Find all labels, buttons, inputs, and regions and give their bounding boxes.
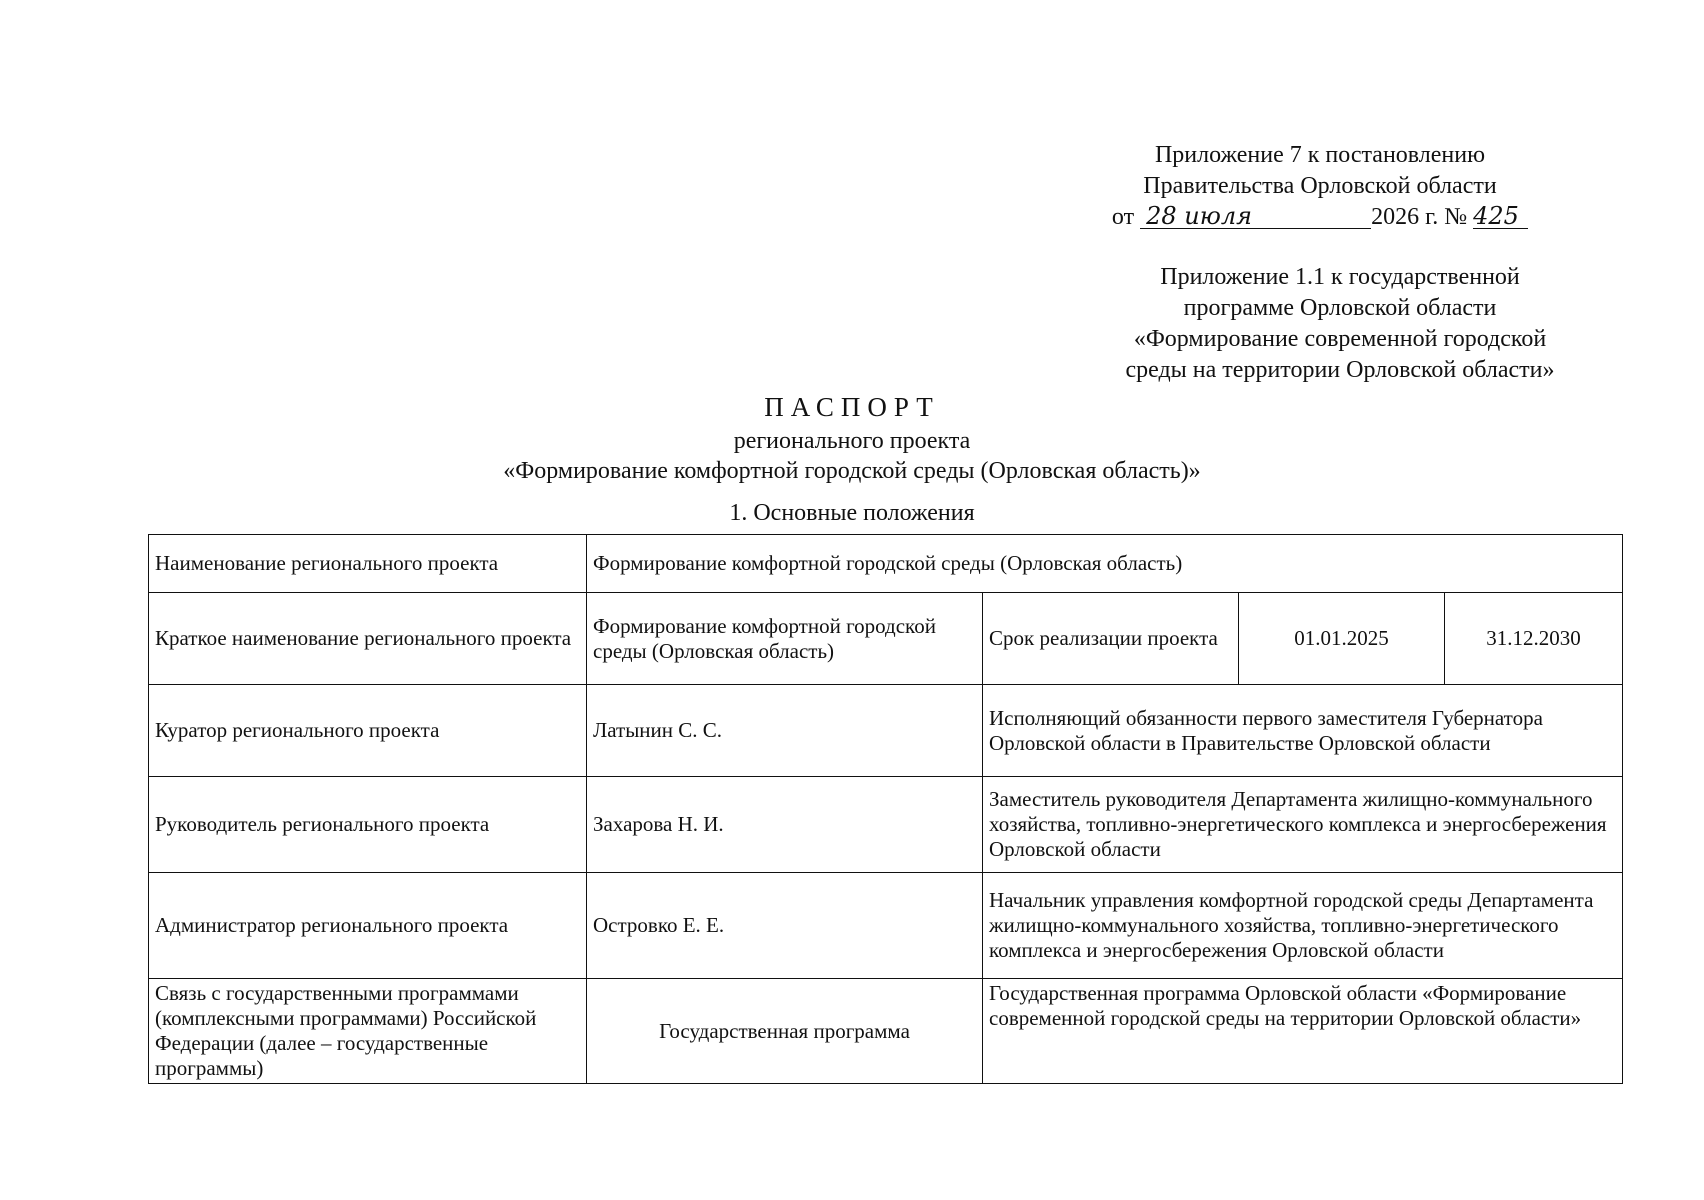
- table-row: [149, 535, 1623, 593]
- curator-label-cell: Куратор регионального проекта: [149, 685, 587, 777]
- project-title: «Формирование комфортной городской среды (Орловская область)»: [503, 458, 1201, 484]
- short-name-label-cell: Краткое наименование регионального проекта: [149, 593, 587, 685]
- link-type-cell: Государственная программа: [587, 979, 983, 1084]
- section-heading: 1. Основные положения: [729, 500, 975, 526]
- main-provisions-table: [148, 534, 1623, 1084]
- handwritten-date: 28 июля: [1140, 204, 1371, 229]
- table-row: [149, 685, 1623, 777]
- attachment-7-line2: Правительства Орловской области: [1143, 173, 1497, 199]
- date-prefix: от: [1111, 204, 1135, 230]
- admin-name-cell: Островко Е. Е.: [587, 873, 983, 979]
- passport-title: ПАСПОРТ: [764, 392, 940, 422]
- table-row: [149, 593, 1623, 685]
- term-start-cell: 01.01.2025: [1239, 593, 1445, 685]
- term-end-cell: 31.12.2030: [1445, 593, 1623, 685]
- attachment-1-1-block: [1100, 262, 1580, 386]
- attachment-7-block: [1110, 140, 1530, 233]
- head-position-cell: Заместитель руководителя Департамента жилищно-коммунального хозяйства, топливно-энергетического комплекса и энергосбережения Орловской области: [983, 777, 1623, 873]
- attachment-7-line1: Приложение 7 к постановлению: [1154, 142, 1486, 168]
- attachment-1-1-line4: среды на территории Орловской области»: [1125, 357, 1555, 383]
- table-row: [149, 979, 1623, 1084]
- link-value-cell: Государственная программа Орловской области «Формирование современной городской среды на территории Орловской области»: [983, 979, 1623, 1084]
- name-value-cell: Формирование комфортной городской среды (Орловская область): [587, 535, 1623, 593]
- link-label-cell: Связь с государственными программами (комплексными программами) Российской Федерации (далее – государственные программы): [149, 979, 587, 1084]
- handwritten-number: 425: [1473, 204, 1528, 229]
- curator-name-cell: Латынин С. С.: [587, 685, 983, 777]
- year-label: 2026 г. №: [1371, 204, 1468, 230]
- admin-position-cell: Начальник управления комфортной городской среды Департамента жилищно-коммунального хозяйства, топливно-энергетического комплекса и энергосбережения Орловской области: [983, 873, 1623, 979]
- short-name-value-cell: Формирование комфортной городской среды (Орловская область): [587, 593, 983, 685]
- attachment-1-1-line1: Приложение 1.1 к государственной: [1160, 264, 1520, 290]
- attachment-1-1-line2: программе Орловской области: [1183, 295, 1497, 321]
- head-name-cell: Захарова Н. И.: [587, 777, 983, 873]
- attachment-1-1-line3: «Формирование современной городской: [1133, 326, 1547, 352]
- head-label-cell: Руководитель регионального проекта: [149, 777, 587, 873]
- admin-label-cell: Администратор регионального проекта: [149, 873, 587, 979]
- passport-subtitle: регионального проекта: [733, 428, 971, 454]
- term-label-cell: Срок реализации проекта: [983, 593, 1239, 685]
- table-row: [149, 873, 1623, 979]
- attachment-7-date-line: [1110, 202, 1530, 233]
- table-row: [149, 777, 1623, 873]
- curator-position-cell: Исполняющий обязанности первого заместителя Губернатора Орловской области в Правительстве Орловской области: [983, 685, 1623, 777]
- name-label-cell: Наименование регионального проекта: [149, 535, 587, 593]
